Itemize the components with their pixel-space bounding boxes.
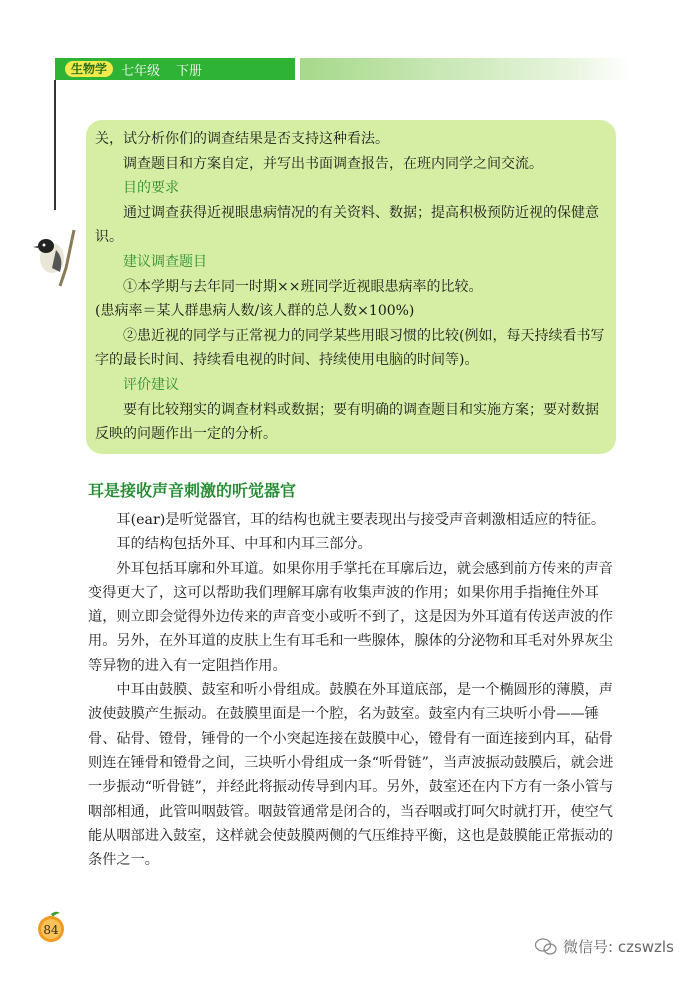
eval-text: 要有比较翔实的调查材料或数据；要有明确的调查题目和实施方案；要对数据反映的问题作出一定的分析。 [95,401,599,443]
wechat-icon [535,938,557,956]
eval-heading: 评价建议 [123,376,179,393]
subject-badge: 生物学 [65,61,113,77]
page-number-badge [34,910,68,944]
goal-heading: 目的要求 [123,180,179,197]
topic-1: ①本学期与去年同一时期××班同学近视眼患病率的比较。 [123,278,483,295]
watermark-text: 微信号: czswzls [563,938,674,956]
section-title: 耳是接收声音刺激的听觉器官 [88,481,297,500]
paragraph-2: 耳的结构包括外耳、中耳和内耳三部分。 [116,536,372,553]
body-text [88,508,618,872]
header-fade-bar [300,58,630,80]
paragraph-3: 外耳包括耳廓和外耳道。如果你用手掌托在耳廓后边，就会感到前方传来的声音变得更大了，这可以帮助我们理解耳廓有收集声波的作用；如果你用手指掩住外耳道，则立即会觉得外边传来的声音变小或听不到了，这是因为外耳道有传送声波的作用。另外，在外耳道的皮肤上生有耳毛和一些腺体，腺体的分泌物和耳毛对外界灰尘等异物的进入有一定阻挡作用。 [88,560,613,674]
paragraph-4: 中耳由鼓膜、鼓室和听小骨组成。鼓膜在外耳道底部，是一个椭圆形的薄膜，声波使鼓膜产生振动。在鼓膜里面是一个腔，名为鼓室。鼓室内有三块听小骨——锤骨、砧骨、镫骨，锤骨的一个小突起连接在鼓膜中心，镫骨有一面连接到内耳，砧骨则连在锤骨和镫骨之间，三块听小骨组成一条“听骨链”，当声波振动鼓膜后，就会进一步振动“听骨链”，并经此将振动传导到内耳。另外，鼓室还在内下方有一条小管与咽部相通，此管叫咽鼓管。咽鼓管通常是闭合的，当吞咽或打呵欠时就打开，使空气能从咽部进入鼓室，这样就会使鼓膜两侧的气压维持平衡，这也是鼓膜能正常振动的条件之一。 [88,682,614,869]
topic-2: ②患近视的同学与正常视力的同学某些用眼习惯的比较(例如，每天持续看书写字的最长时间、持续看电视的时间、持续使用电脑的时间等)。 [95,327,605,369]
volume-label: 下册 [176,63,203,79]
margin-line [54,80,56,210]
goal-text: 通过调查获得近视眼患病情况的有关资料、数据；提高积极预防近视的保健意识。 [95,204,599,246]
grade-label: 七年级 [121,63,161,79]
bird-icon [30,228,80,288]
watermark [535,936,674,957]
box-line-1: 关，试分析你们的调查结果是否支持这种看法。 [95,131,389,147]
topic-heading: 建议调查题目 [123,253,207,270]
paragraph-1: 耳(ear)是听觉器官，耳的结构也就主要表现出与接受声音刺激相适应的特征。 [116,512,606,528]
page-header [55,58,295,80]
page-number: 84 [43,923,59,937]
formula-text: (患病率＝某人群患病人数/该人群的总人数×100%) [95,303,415,320]
box-line-2: 调查题目和方案自定，并写出书面调查报告，在班内同学之间交流。 [123,155,543,172]
activity-box-content [95,127,610,447]
